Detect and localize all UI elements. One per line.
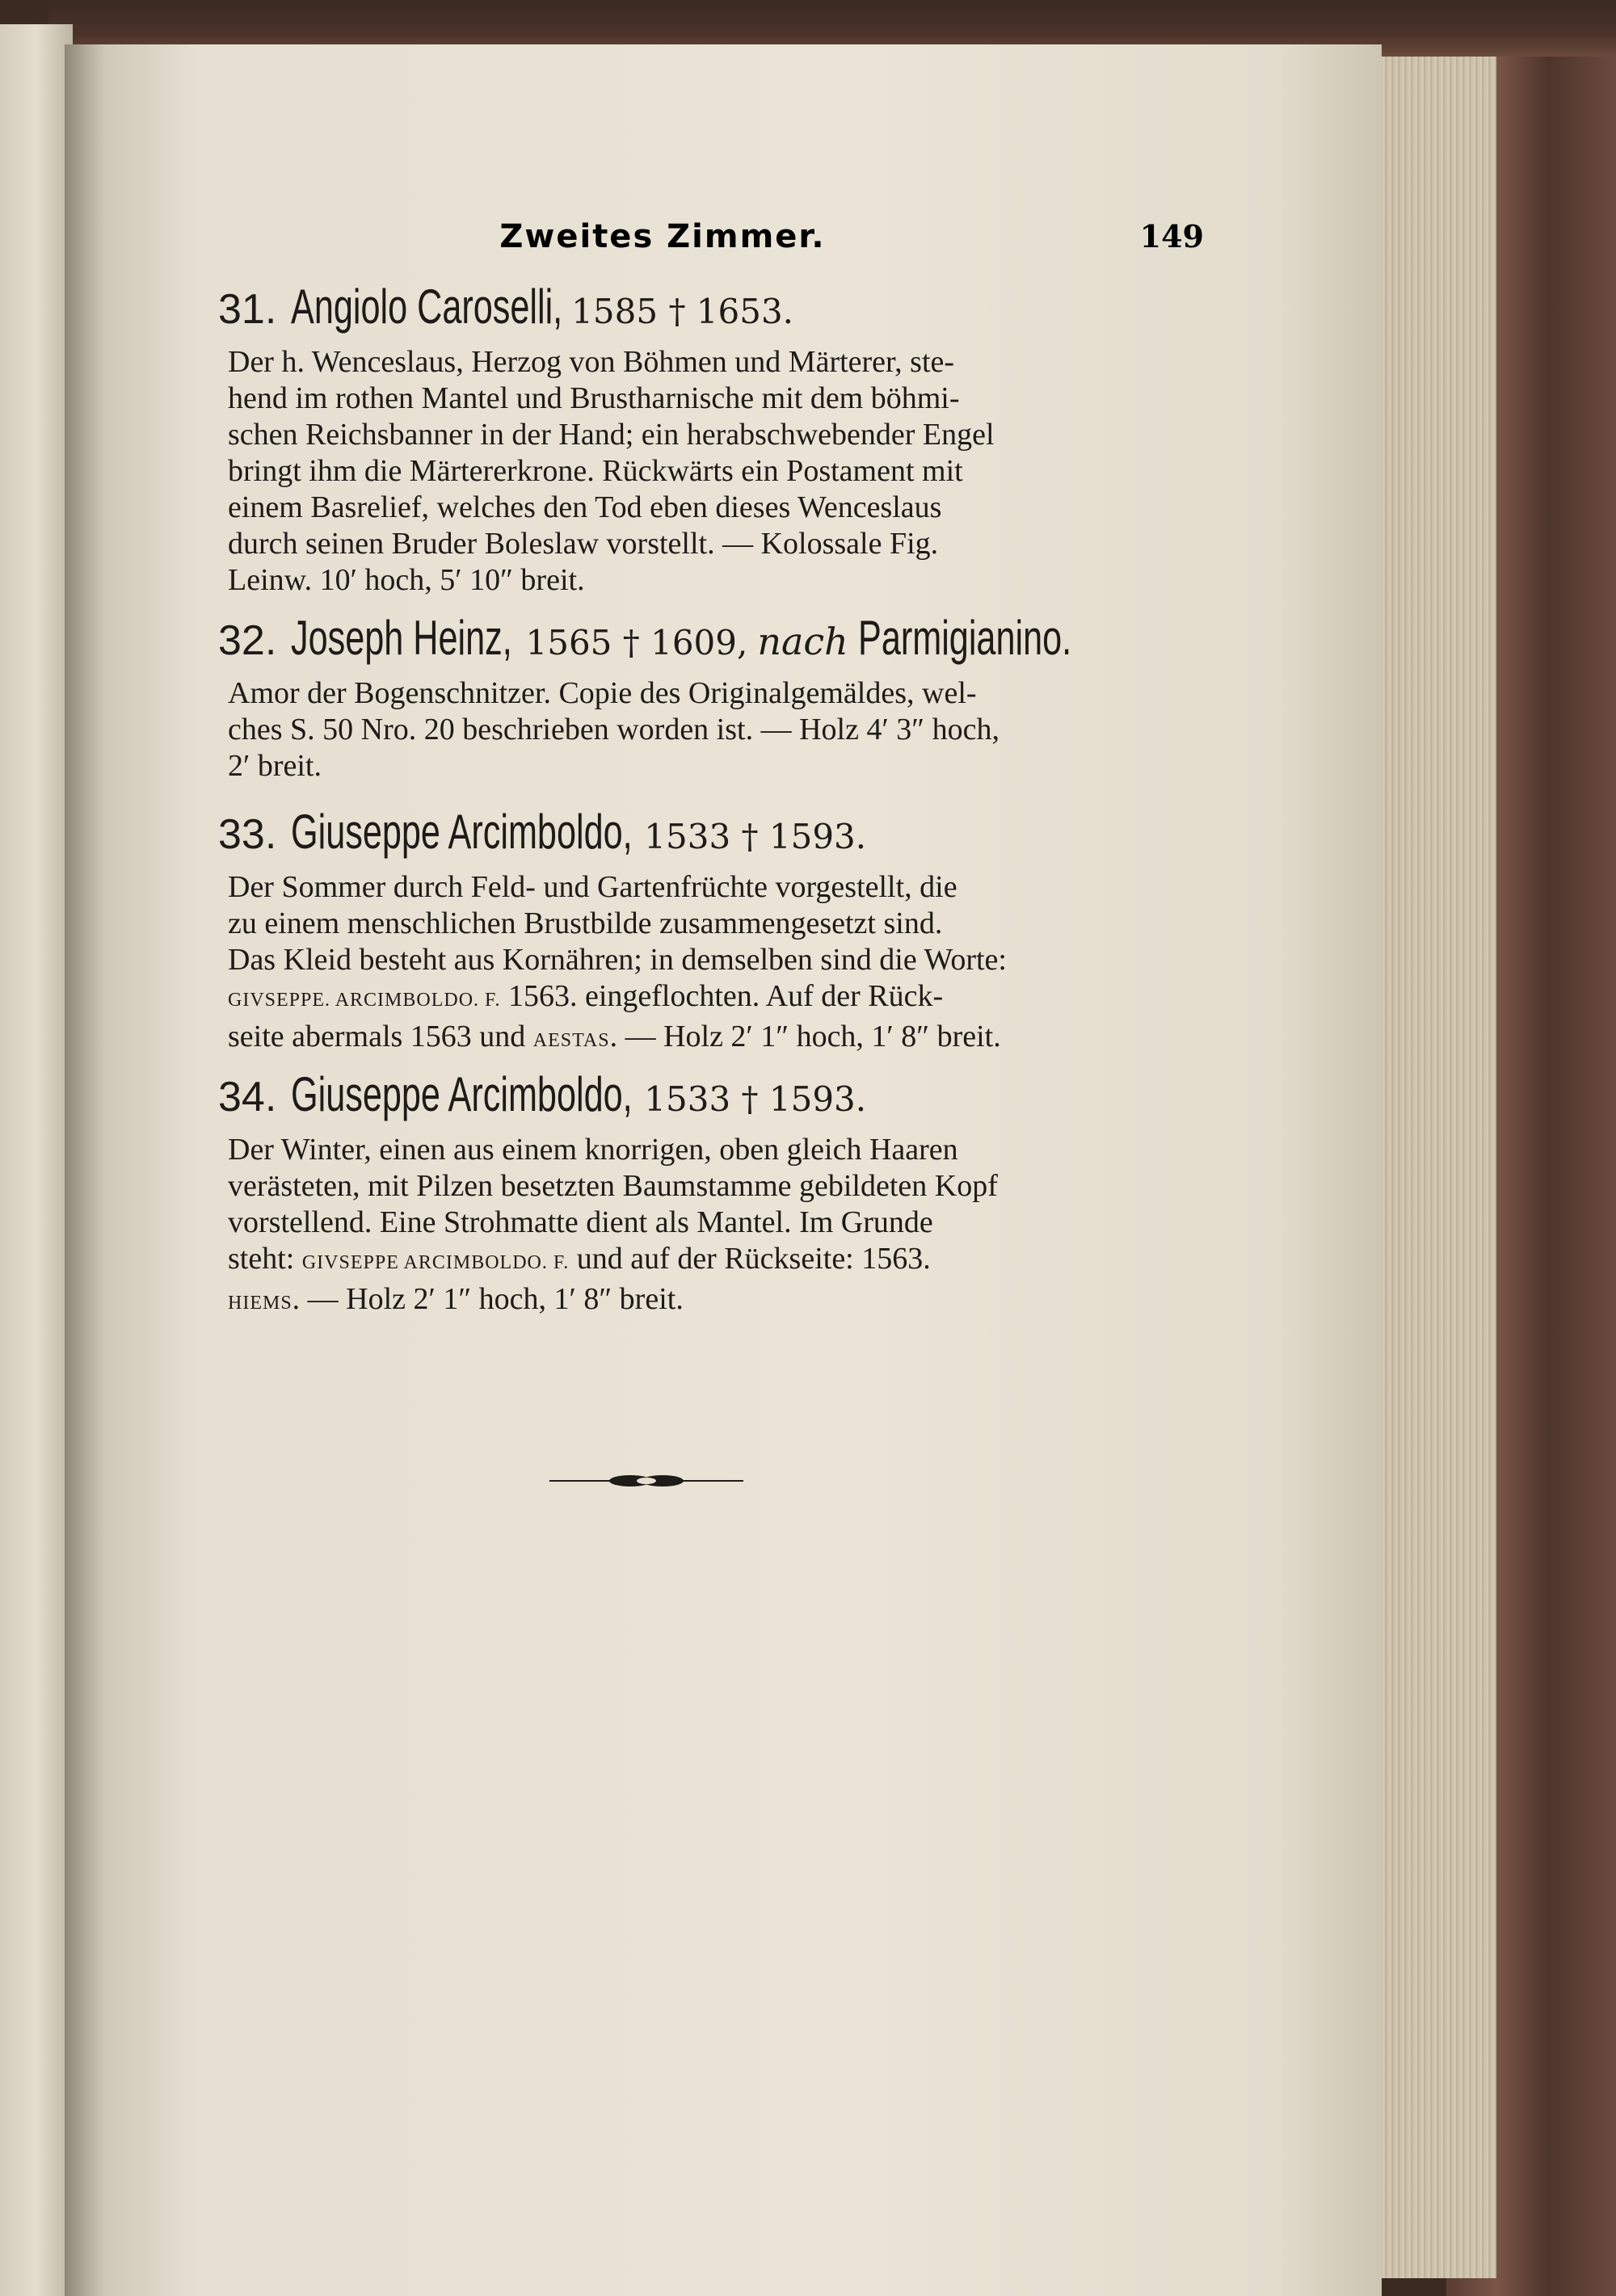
- entry-heading: [218, 1062, 1204, 1127]
- description-line: [228, 978, 1204, 1019]
- description-text: 1563. eingeflochten. Auf der Rück-: [500, 979, 944, 1013]
- catalog-entry-33: [218, 800, 1204, 1059]
- inscription-smallcaps: GIVSEPPE. ARCIMBOLDO. F.: [228, 990, 501, 1011]
- entry-number: 34.: [218, 1074, 277, 1121]
- entry-number: 31.: [218, 286, 277, 333]
- description-line: 2′ breit.: [228, 749, 322, 783]
- catalog-entry-32: [218, 606, 1204, 784]
- entry-heading: [218, 800, 1204, 864]
- artist-name: Angiolo Caroselli,: [291, 280, 563, 334]
- inscription-smallcaps: GIVSEPPE ARCIMBOLDO. F.: [301, 1252, 570, 1273]
- description-line: Der Winter, einen aus einem knorrigen, oben gleich Haaren: [228, 1133, 958, 1167]
- description-line: zu einem menschlichen Brustbilde zusammengesetzt sind.: [228, 906, 943, 940]
- description-line: Der h. Wenceslaus, Herzog von Böhmen und Märterer, ste-: [228, 345, 955, 379]
- artist-dates: 1565 † 1609,: [525, 623, 748, 662]
- description-line: [228, 1019, 1204, 1059]
- entry-number: 33.: [218, 811, 277, 858]
- entry-description: [218, 344, 1204, 599]
- facing-page-edge: [0, 24, 73, 2296]
- artist-dates: 1533 † 1593.: [644, 1079, 867, 1119]
- description-line: Das Kleid besteht aus Kornähren; in demselben sind die Worte:: [228, 943, 1007, 977]
- artist-dates: 1533 † 1593.: [644, 817, 867, 856]
- inscription-smallcaps: HIEMS: [228, 1293, 292, 1314]
- inscription-smallcaps: AESTAS: [532, 1030, 610, 1051]
- description-line: durch seinen Bruder Boleslaw vorstellt. — Kolossale Fig.: [228, 527, 939, 561]
- description-text: seite abermals 1563 und: [228, 1020, 533, 1053]
- catalog-entry-34: [218, 1062, 1204, 1322]
- section-end-ornament: [549, 1469, 743, 1493]
- description-line: bringt ihm die Märtererkrone. Rückwärts ein Postament mit: [228, 454, 963, 488]
- page-number: 149: [1139, 218, 1204, 254]
- entry-number: 32.: [218, 617, 277, 664]
- description-text: . — Holz 2′ 1″ hoch, 1′ 8″ breit.: [609, 1020, 1001, 1053]
- description-line: verästeten, mit Pilzen besetzten Baumstamme gebildeten Kopf: [228, 1169, 998, 1203]
- running-head: [218, 218, 1204, 267]
- entry-description: [218, 869, 1204, 1059]
- attribution-note: nach: [757, 620, 848, 663]
- entry-heading: [218, 606, 1204, 671]
- catalog-entry-31: [218, 275, 1204, 599]
- artist-dates: 1585 † 1653.: [571, 292, 794, 331]
- description-line: schen Reichsbanner in der Hand; ein herabschwebender Engel: [228, 418, 995, 452]
- entry-description: [218, 1132, 1204, 1322]
- description-line: vorstellend. Eine Strohmatte dient als Mantel. Im Grunde: [228, 1205, 933, 1239]
- description-line: ches S. 50 Nro. 20 beschrieben worden ist. — Holz 4′ 3″ hoch,: [228, 713, 999, 746]
- attributed-artist: Parmigianino.: [857, 611, 1071, 665]
- page-edges: [1374, 48, 1496, 2278]
- artist-name: Giuseppe Arcimboldo,: [291, 805, 633, 859]
- artist-name: Joseph Heinz,: [291, 611, 513, 665]
- description-line: Amor der Bogenschnitzer. Copie des Originalgemäldes, wel-: [228, 676, 977, 710]
- description-line: hend im rothen Mantel und Brustharnische mit dem böhmi-: [228, 381, 960, 415]
- description-line: [228, 1281, 1204, 1322]
- entry-heading: [218, 275, 1204, 339]
- description-text: . — Holz 2′ 1″ hoch, 1′ 8″ breit.: [292, 1282, 684, 1316]
- description-line: [228, 1241, 1204, 1281]
- description-line: Der Sommer durch Feld- und Gartenfrüchte vorgestellt, die: [228, 870, 957, 904]
- artist-name: Giuseppe Arcimboldo,: [291, 1067, 633, 1121]
- description-line: einem Basrelief, welches den Tod eben dieses Wenceslaus: [228, 490, 942, 524]
- running-head-title: Zweites Zimmer.: [499, 218, 826, 255]
- entry-description: [218, 675, 1204, 784]
- description-text: steht:: [228, 1242, 302, 1276]
- description-line: Leinw. 10′ hoch, 5′ 10″ breit.: [228, 563, 585, 597]
- description-text: und auf der Rückseite: 1563.: [569, 1242, 931, 1276]
